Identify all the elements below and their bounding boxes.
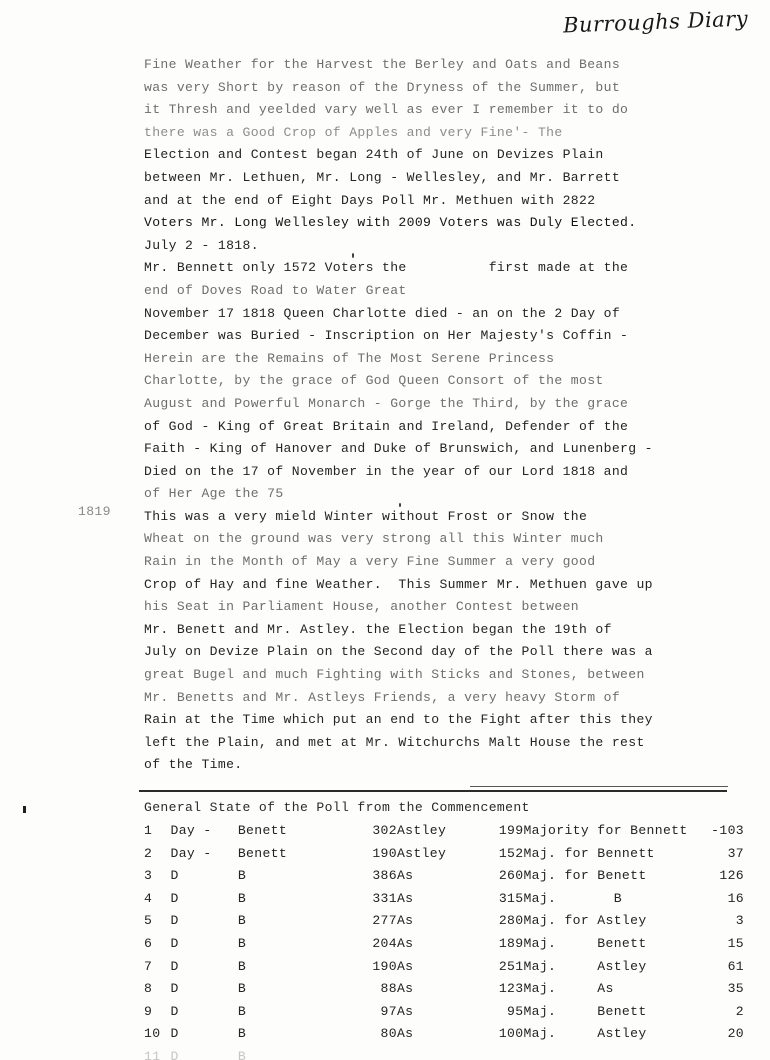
cell-astley-votes: 251 (498, 958, 524, 974)
cell-astley-label: As (396, 913, 414, 929)
body-line: Fine Weather for the Harvest the Berley and Oats and Beans (144, 57, 621, 72)
table-row (144, 933, 744, 956)
cell-astley-label: As (396, 981, 414, 997)
cell-benett-votes: 302 (372, 823, 397, 838)
cell-day-number: 10 (144, 1026, 161, 1042)
cell-astley-votes: 95 (507, 1003, 524, 1019)
cell-benett-label: B (237, 1003, 247, 1019)
cell-day-number: 11 (144, 1048, 161, 1060)
body-line: his Seat in Parliament House, another Contest between (144, 599, 579, 615)
margin-year-annotation: 1819 (78, 504, 111, 519)
cell-benett-label: B (237, 913, 247, 929)
cell-benett-votes: 97 (380, 1003, 397, 1019)
body-line: August and Powerful Monarch - Gorge the Third, by the grace (144, 395, 629, 411)
cell-majority-label: Maj. for Bennett (523, 845, 655, 861)
table-row-clipped (144, 1046, 744, 1060)
cell-benett-votes (332, 1046, 397, 1060)
cell-majority-label: Maj. As (523, 981, 614, 997)
body-line: November 17 1818 Queen Charlotte died - an on the 2 Day of (144, 305, 621, 321)
body-line: July 2 - 1818. (144, 237, 259, 253)
body-line: of the Time. (144, 757, 243, 773)
cell-majority-value (691, 1046, 744, 1060)
cell-astley-label: As (396, 958, 414, 974)
cell-day-number: 2 (144, 845, 153, 861)
cell-benett-label: B (237, 890, 247, 906)
cell-benett-label: Benett (237, 845, 288, 861)
table-row (144, 910, 744, 933)
body-line: there was a Good Crop of Apples and very Fine'- The (144, 124, 563, 140)
cell-majority-label: Maj. for Benett (523, 868, 647, 884)
cell-day-label: Day - (170, 845, 212, 861)
cell-majority-value: 126 (719, 868, 744, 884)
cell-benett-votes: 204 (372, 935, 397, 951)
body-line: and at the end of Eight Days Poll Mr. Methuen with 2822 (144, 192, 596, 208)
cell-day-label: D (170, 913, 179, 929)
cell-day-number: 3 (144, 868, 153, 884)
table-row (144, 843, 744, 866)
cell-majority-value: 3 (735, 913, 744, 929)
cell-day-number: 5 (144, 913, 153, 929)
table-row (144, 820, 744, 843)
cell-day-number: 9 (144, 1003, 153, 1019)
cell-benett-votes: 80 (380, 1026, 397, 1042)
table-row (144, 1001, 744, 1024)
cell-astley-votes: 280 (498, 913, 524, 929)
cell-majority-value: 20 (727, 1026, 744, 1042)
cell-majority-label: Maj. Benett (523, 935, 647, 951)
cell-benett-votes: 386 (372, 868, 397, 884)
cell-astley-votes: 189 (498, 935, 524, 951)
table-top-rule-secondary (470, 786, 728, 787)
cell-astley-votes: 100 (498, 1026, 524, 1042)
cell-majority-value: 15 (727, 935, 744, 951)
body-line: Crop of Hay and fine Weather. This Summer Mr. Methuen gave up (144, 576, 653, 592)
scan-speck (352, 253, 354, 258)
cell-day-label: D (170, 1003, 179, 1019)
cell-astley-votes: 315 (498, 890, 524, 906)
cell-day-label: D (170, 935, 179, 951)
cell-majority-value: 2 (735, 1003, 744, 1019)
cell-astley-label: As (396, 890, 414, 906)
table-row (144, 865, 744, 888)
cell-day-number: 4 (144, 890, 153, 906)
body-line: Died on the 17 of November in the year of our Lord 1818 and (144, 463, 629, 479)
cell-benett-votes: 190 (372, 958, 397, 974)
cell-day-label: D (170, 868, 179, 884)
cell-benett-votes: 88 (380, 981, 397, 997)
body-line: Rain at the Time which put an end to the Fight after this they (144, 712, 653, 728)
handwritten-title-annotation: Burroughs Diary (562, 6, 749, 38)
cell-astley-votes: 152 (498, 845, 524, 861)
body-line: it Thresh and yeelded vary well as ever I remember it to do (144, 102, 629, 118)
cell-majority-value: 61 (727, 958, 744, 974)
body-line: left the Plain, and met at Mr. Witchurchs Malt House the rest (144, 734, 645, 750)
cell-day-number: 1 (144, 823, 153, 838)
body-line: Rain in the Month of May a very Fine Summer a very good (144, 554, 596, 570)
cell-majority-label: Maj. Astley (523, 1026, 647, 1042)
table-row (144, 956, 744, 979)
cell-majority-label: Maj. Benett (523, 1003, 647, 1019)
cell-day-label: D (170, 1048, 179, 1060)
body-line: December was Buried - Inscription on Her Majesty's Coffin - (144, 328, 629, 344)
cell-majority-label: Maj. B (523, 890, 622, 906)
poll-table-caption: General State of the Poll from the Commencement (144, 800, 530, 815)
cell-day-number: 8 (144, 981, 153, 997)
scan-speck (399, 503, 401, 507)
body-line: of God - King of Great Britain and Ireland, Defender of the (144, 418, 629, 434)
body-line: This was a very mield Winter without Frost or Snow the (144, 508, 588, 524)
table-row (144, 978, 744, 1001)
cell-majority-value: 37 (727, 845, 744, 861)
body-line: Faith - King of Hanover and Duke of Brunswich, and Lunenberg - (144, 441, 653, 457)
cell-day-number: 7 (144, 958, 153, 974)
cell-benett-label: B (237, 935, 247, 951)
cell-astley-label: Astley (396, 823, 447, 838)
cell-benett-votes: 190 (372, 845, 397, 861)
body-line: Voters Mr. Long Wellesley with 2009 Voters was Duly Elected. (144, 215, 637, 231)
cell-benett-label: Benett (237, 823, 288, 838)
table-top-rule (139, 790, 727, 792)
typed-body-text (144, 54, 744, 777)
cell-majority-label (523, 1046, 690, 1060)
cell-astley-votes: 199 (498, 823, 524, 838)
poll-table-body (144, 820, 744, 1060)
cell-astley-votes: 260 (498, 868, 524, 884)
table-row (144, 1023, 744, 1046)
cell-day-label: D (170, 981, 179, 997)
cell-benett-votes: 331 (372, 890, 397, 906)
body-line: July on Devize Plain on the Second day of the Poll there was a (144, 644, 653, 660)
cell-majority-value: 35 (727, 981, 744, 997)
cell-benett-label: B (237, 958, 247, 974)
cell-astley-label (397, 1046, 460, 1060)
body-line: of Her Age the 75 (144, 486, 284, 502)
table-row (144, 888, 744, 911)
cell-astley-label: As (396, 1003, 414, 1019)
body-line: was very Short by reason of the Dryness of the Summer, but (144, 79, 621, 95)
body-line: Election and Contest began 24th of June on Devizes Plain (144, 147, 604, 163)
body-line: Mr. Benetts and Mr. Astleys Friends, a very heavy Storm of (144, 689, 621, 705)
body-line: great Bugel and much Fighting with Sticks and Stones, between (144, 667, 645, 683)
cell-astley-votes (460, 1046, 523, 1060)
cell-benett-votes: 277 (372, 913, 397, 929)
body-line: Wheat on the ground was very strong all this Winter much (144, 531, 604, 547)
cell-day-label: Day - (170, 823, 212, 838)
cell-day-number: 6 (144, 935, 153, 951)
cell-astley-label: As (396, 868, 414, 884)
body-line: between Mr. Lethuen, Mr. Long - Wellesley, and Mr. Barrett (144, 169, 621, 185)
cell-benett-label: B (237, 981, 247, 997)
cell-day-label: D (170, 1026, 179, 1042)
margin-ink-tick (23, 806, 26, 813)
cell-majority-value: 16 (727, 890, 744, 906)
cell-astley-label: Astley (396, 845, 447, 861)
body-line: Mr. Bennett only 1572 Voters the first made at the (144, 260, 629, 276)
cell-benett-label: B (237, 868, 247, 884)
cell-astley-votes: 123 (498, 981, 524, 997)
cell-majority-value: -103 (711, 823, 744, 838)
poll-table-block (144, 797, 744, 1060)
cell-majority-label: Maj. Astley (523, 958, 647, 974)
cell-majority-label: Majority for Bennett (523, 823, 688, 838)
cell-benett-label: B (237, 1026, 247, 1042)
cell-day-label: D (170, 958, 179, 974)
cell-majority-label: Maj. for Astley (523, 913, 647, 929)
body-line: Mr. Benett and Mr. Astley. the Election began the 19th of (144, 621, 612, 637)
body-line: Herein are the Remains of The Most Serene Princess (144, 350, 555, 366)
body-line: end of Doves Road to Water Great (144, 282, 407, 298)
poll-results-table (144, 820, 744, 1060)
cell-benett-label: B (237, 1048, 247, 1060)
cell-day-label: D (170, 890, 179, 906)
cell-astley-label: As (396, 935, 414, 951)
body-line: Charlotte, by the grace of God Queen Consort of the most (144, 373, 604, 389)
cell-astley-label: As (396, 1026, 414, 1042)
